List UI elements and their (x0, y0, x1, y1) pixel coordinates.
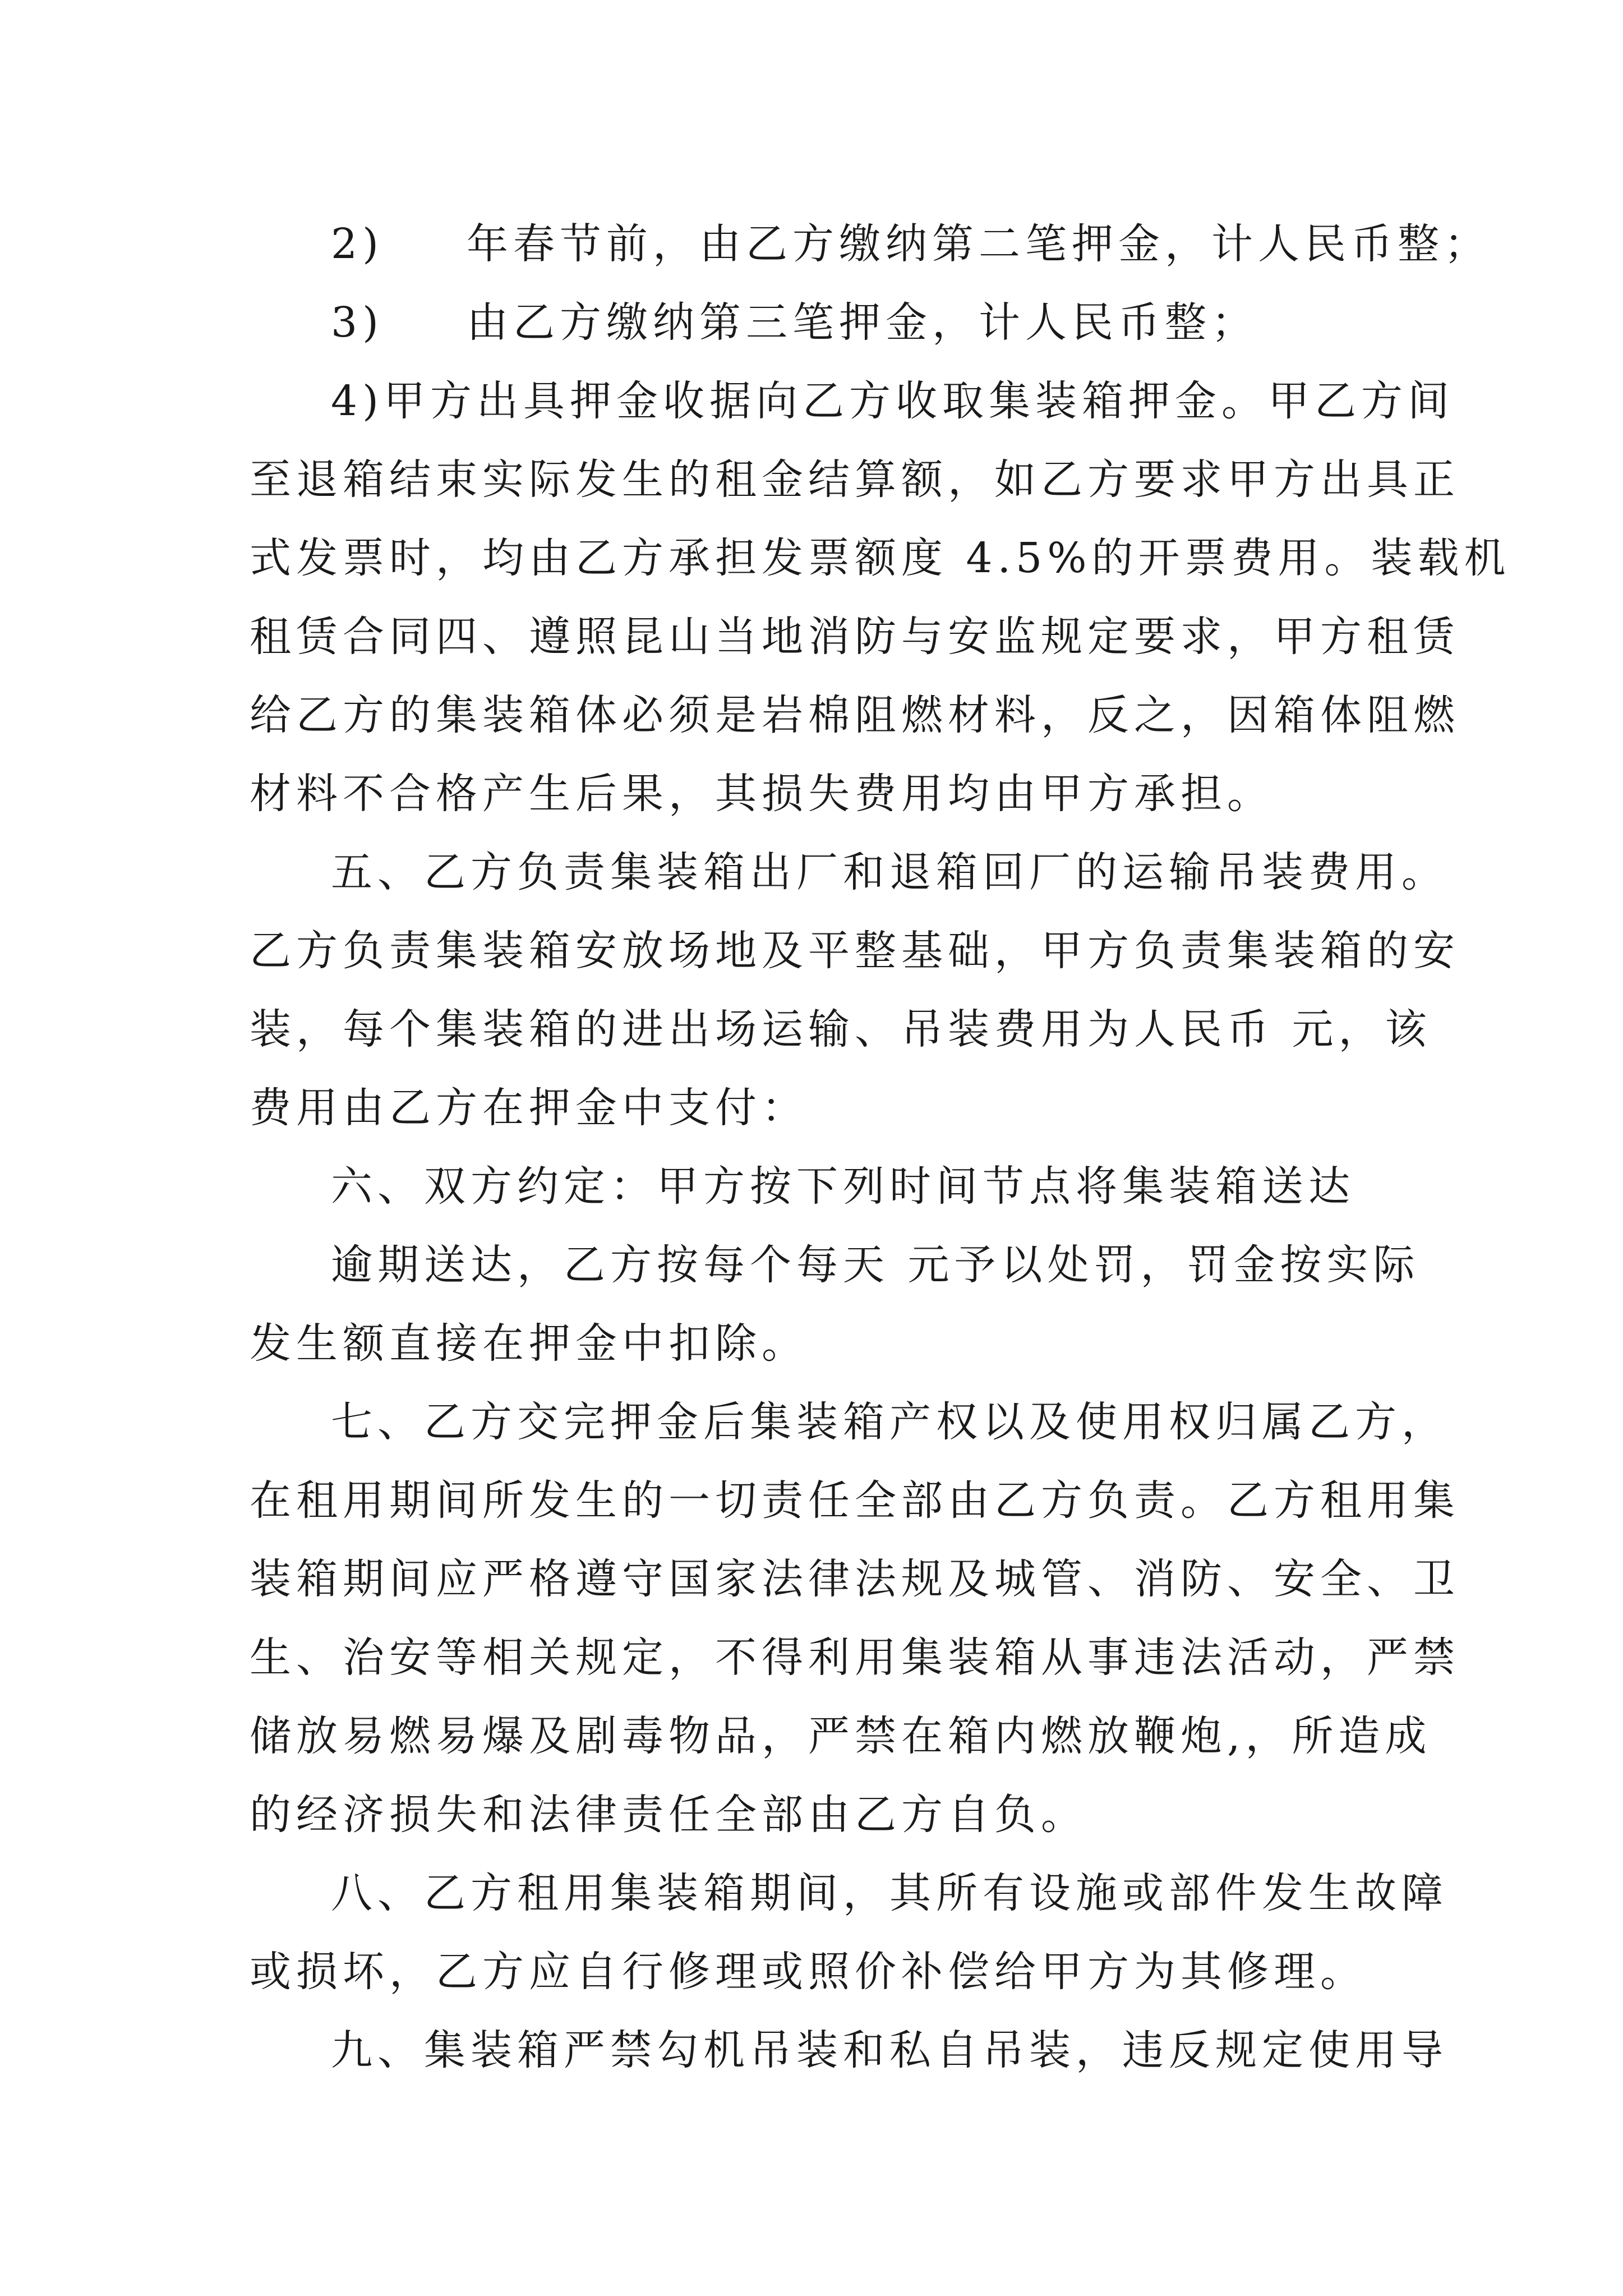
text-line: 八、乙方租用集装箱期间，其所有设施或部件发生故障 (331, 1869, 1448, 1917)
text-line: 4)甲方出具押金收据向乙方收取集装箱押金。甲乙方间 (331, 377, 1454, 425)
text-line: 至退箱结束实际发生的租金结算额，如乙方要求甲方出具正 (250, 455, 1460, 504)
text-line: 生、治安等相关规定，不得利用集装箱从事违法活动，严禁 (250, 1634, 1460, 1682)
text-line: 装，每个集装箱的进出场运输、吊装费用为人民币 元，该 (250, 1005, 1432, 1053)
text-line: 3) 由乙方缴纳第三笔押金，计人民币整； (331, 298, 1258, 347)
text-line: 费用由乙方在押金中支付： (250, 1084, 808, 1132)
text-line: 发生额直接在押金中扣除。 (250, 1319, 808, 1368)
text-line: 乙方负责集装箱安放场地及平整基础，甲方负责集装箱的安 (250, 927, 1460, 975)
text-line: 九、集装箱严禁勾机吊装和私自吊装，违反规定使用导 (331, 2026, 1448, 2074)
text-line: 给乙方的集装箱体必须是岩棉阻燃材料，反之，因箱体阻燃 (250, 691, 1460, 739)
text-line: 六、双方约定：甲方按下列时间节点将集装箱送达 (331, 1162, 1355, 1211)
text-line: 租赁合同四、遵照昆山当地消防与安监规定要求，甲方租赁 (250, 613, 1460, 661)
text-line: 或损坏，乙方应自行修理或照价补偿给甲方为其修理。 (250, 1948, 1367, 1996)
text-line: 材料不合格产生后果，其损失费用均由甲方承担。 (250, 770, 1274, 818)
text-line: 式发票时，均由乙方承担发票额度 4.5%的开票费用。装载机 (250, 534, 1511, 582)
text-line: 储放易燃易爆及剧毒物品，严禁在箱内燃放鞭炮,，所造成 (250, 1712, 1432, 1760)
text-line: 的经济损失和法律责任全部由乙方自负。 (250, 1791, 1087, 1839)
text-line: 五、乙方负责集装箱出厂和退箱回厂的运输吊装费用。 (331, 848, 1448, 896)
text-line: 逾期送达，乙方按每个每天 元予以处罚，罚金按实际 (331, 1241, 1420, 1289)
text-line: 在租用期间所发生的一切责任全部由乙方负责。乙方租用集 (250, 1476, 1460, 1525)
text-line: 装箱期间应严格遵守国家法律法规及城管、消防、安全、卫 (250, 1555, 1460, 1603)
text-line: 七、乙方交完押金后集装箱产权以及使用权归属乙方， (331, 1398, 1448, 1446)
text-line: 2) 年春节前，由乙方缴纳第二笔押金，计人民币整； (331, 220, 1491, 268)
